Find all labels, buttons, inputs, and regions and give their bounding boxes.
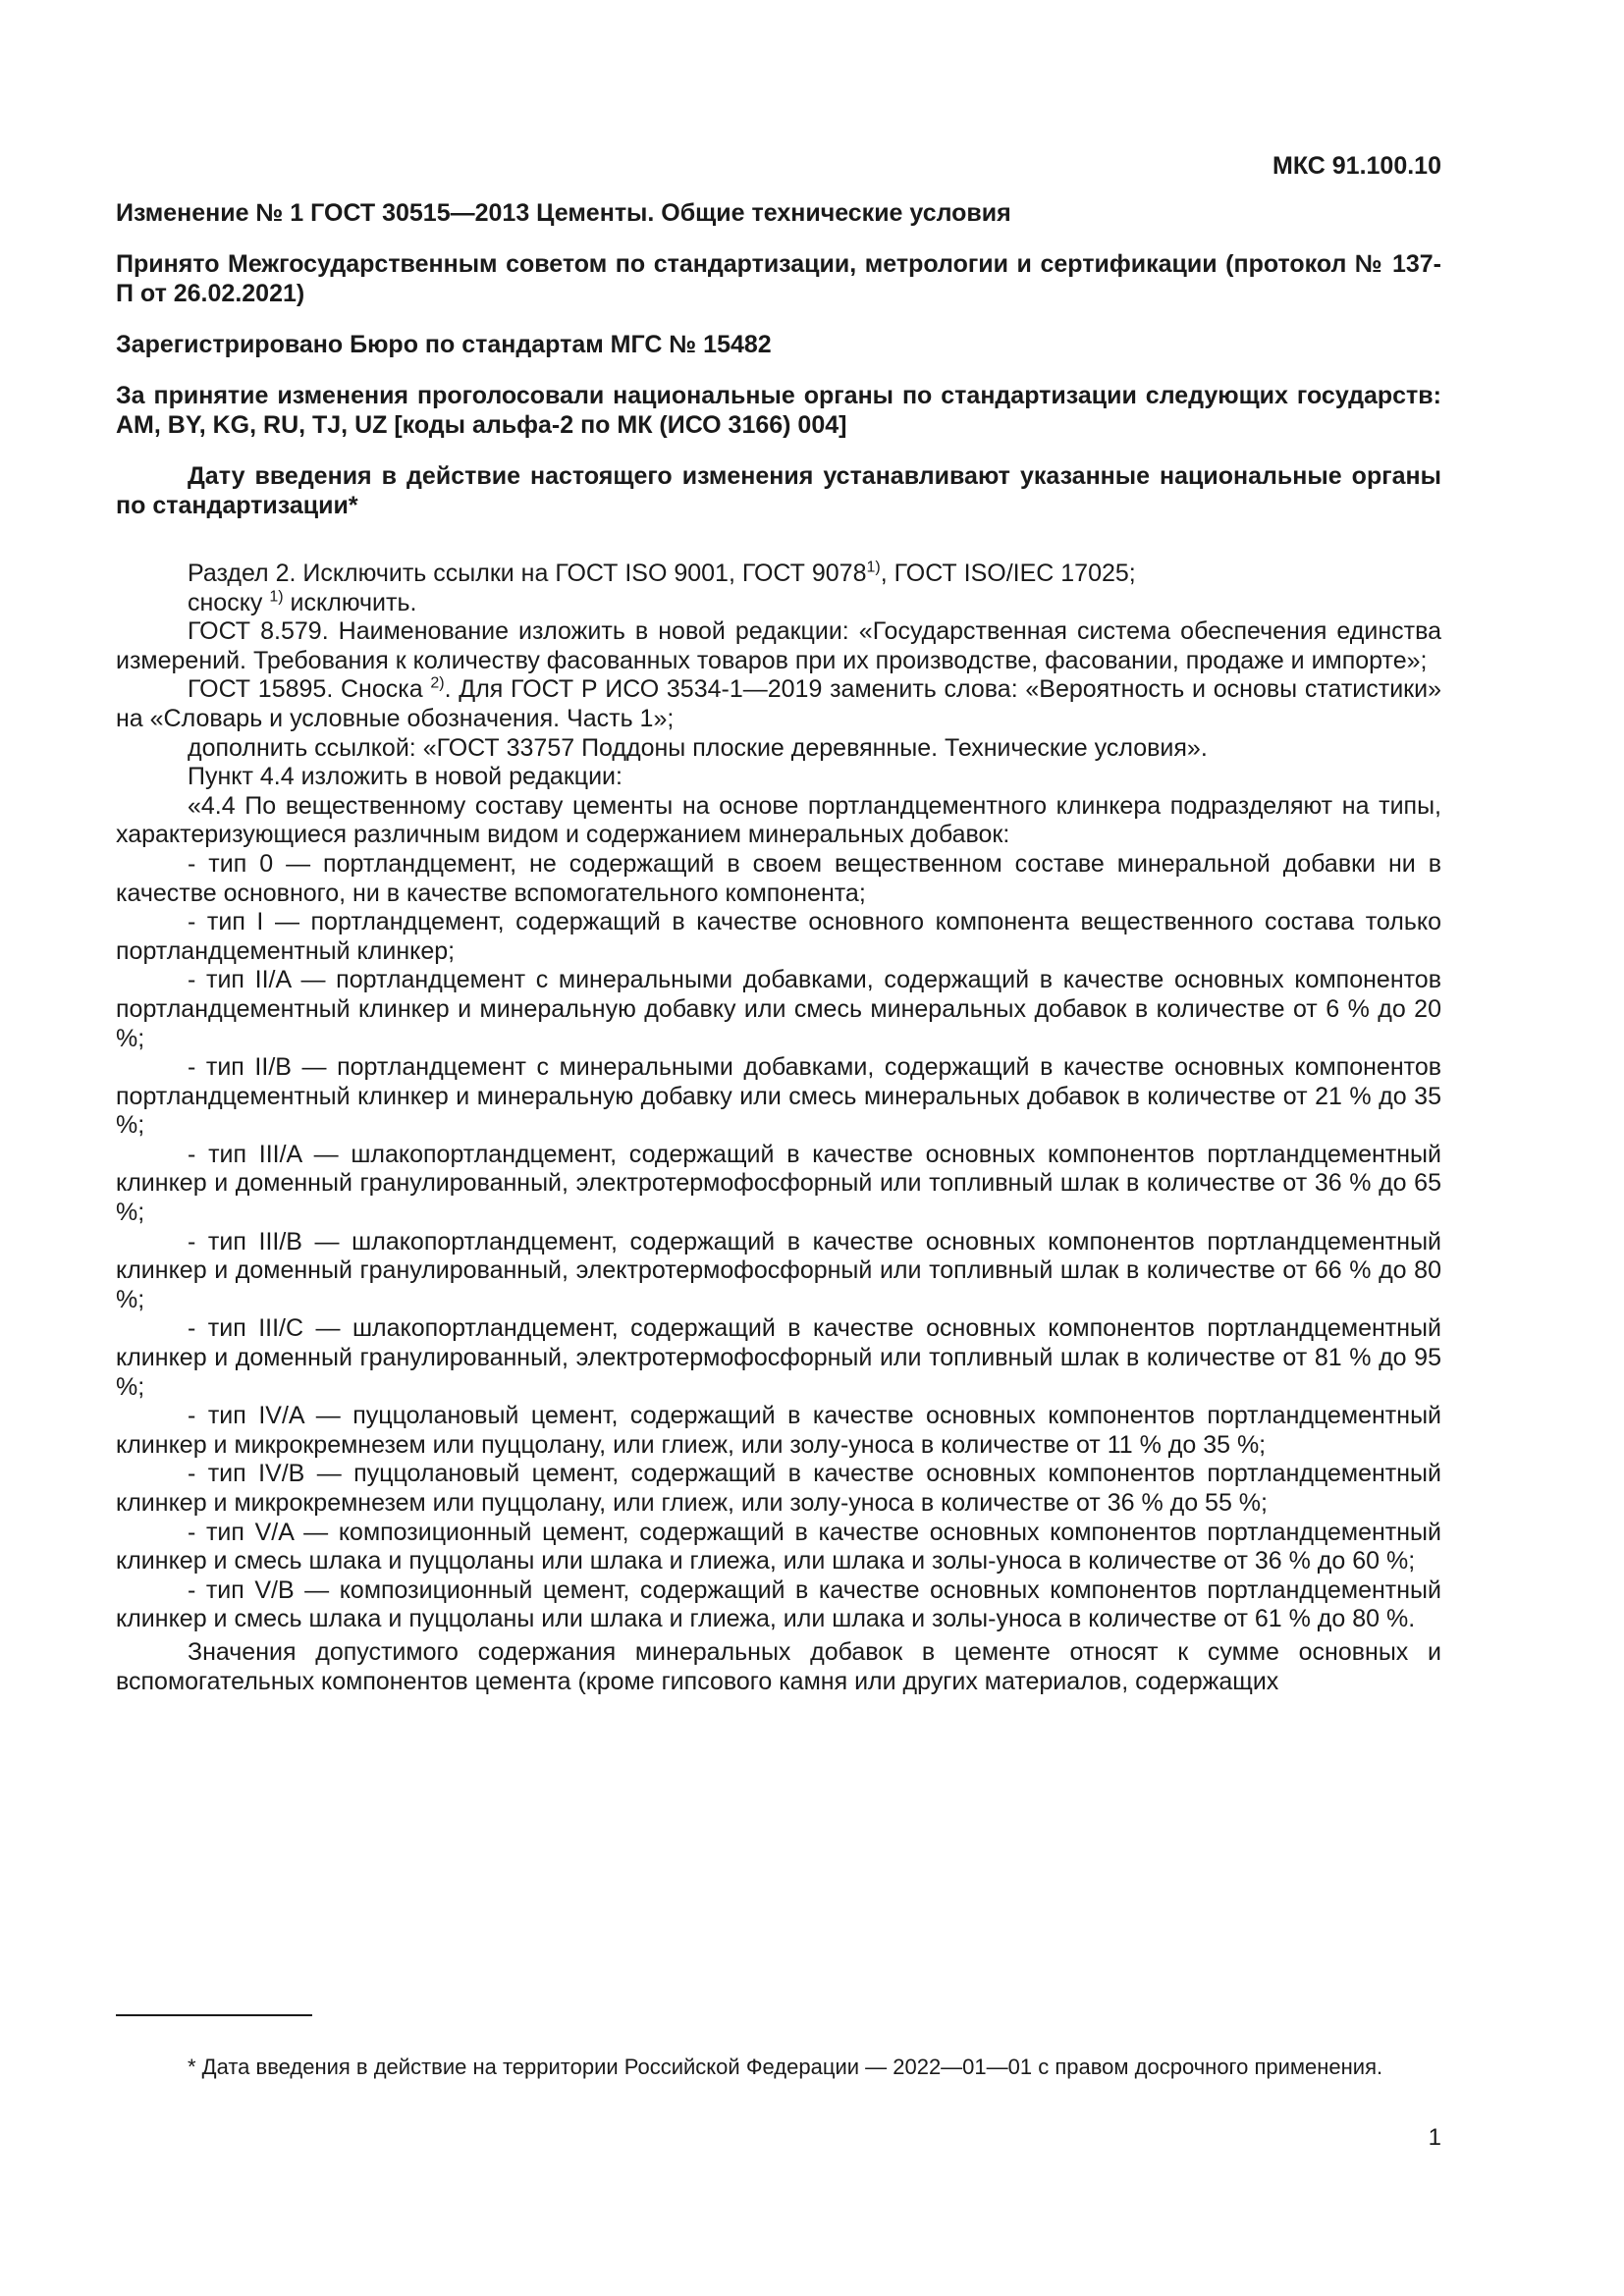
footnote-removal-paragraph [116,589,1441,618]
gost-15895-tail: . Для ГОСТ Р ИСО 3534-1—2019 заменить слова: «Вероятность и основы статистики» на «Словарь и условные обозначения. Часть 1»; [116,675,1441,732]
footnote-divider [116,2014,312,2016]
clause-4-4-paragraph: «4.4 По вещественному составу цементы на основе портландцементного клинкера подразделяют на типы, характеризующиеся различным видом и содержанием минеральных добавок: [116,791,1441,849]
add-reference-paragraph: дополнить ссылкой: «ГОСТ 33757 Поддоны плоские деревянные. Технические условия». [188,733,1208,762]
registration-info: Зарегистрировано Бюро по стандартам МГС № 15482 [116,331,772,358]
footnote-ref: 1) [866,559,881,576]
type-list-item: - тип IV/A — пуццолановый цемент, содержащий в качестве основных компонентов портландцементный клинкер и микрокремнезем или пуццолану, или глиеж, или золу-уноса в количестве от 11 % до 35 %; [116,1402,1441,1459]
effective-date: Дату введения в действие настоящего изменения устанавливают указанные национальные органы по стандартизации* [116,462,1441,519]
section2-text: Раздел 2. Исключить ссылки на ГОСТ ISO 9001, ГОСТ 9078 [188,560,867,587]
type-list-item: - тип IV/B — пуццолановый цемент, содержащий в качестве основных компонентов портландцементный клинкер и микрокремнезем или пуццолану, или глиеж, или золу-уноса в количестве от 36 % до 55 %; [116,1460,1441,1517]
type-list-item: - тип III/A — шлакопортландцемент, содержащий в качестве основных компонентов портландцементный клинкер и доменный гранулированный, электротермофосфорный или топливный шлак в количестве от 36 % до 65 %; [116,1140,1441,1227]
footnote-removal-text: сноску [188,588,270,616]
closing-paragraph: Значения допустимого содержания минеральных добавок в цементе относят к сумме основных и вспомогательных компонентов цемента (кроме гипсового камня или других материалов, содержащих [116,1637,1441,1695]
type-list-item: - тип II/A — портландцемент с минеральными добавками, содержащий в качестве основных компонентов портландцементный клинкер и минеральную добавку или смесь минеральных добавок в количестве от 6 % до 20 %; [116,966,1441,1052]
section2-text-tail: , ГОСТ ISO/IEC 17025; [880,560,1136,587]
voting-states: За принятие изменения проголосовали национальные органы по стандартизации следующих государств: AM, BY, KG, RU, TJ, UZ [коды альфа-2 по МК (ИСО 3166) 004] [116,382,1441,439]
type-list-item: - тип 0 — портландцемент, не содержащий в своем вещественном составе минеральной добавки ни в качестве основного, ни в качестве вспомогательного компонента; [116,849,1441,907]
gost-8579-paragraph: ГОСТ 8.579. Наименование изложить в новой редакции: «Государственная система обеспечения единства измерений. Требования к количеству фасованных товаров при их производстве, фасовании, продаже и импорте»; [116,617,1441,674]
document-page [116,0,1441,2296]
footnote-ref: 1) [269,588,284,606]
adopted-by: Принято Межгосударственным советом по стандартизации, метрологии и сертификации (протокол № 137-П от 26.02.2021) [116,250,1441,307]
type-list-item: - тип III/B — шлакопортландцемент, содержащий в качестве основных компонентов портландцементный клинкер и доменный гранулированный, электротермофосфорный или топливный шлак в количестве от 66 % до 80 %; [116,1227,1441,1313]
clause-intro-paragraph: Пункт 4.4 изложить в новой редакции: [188,763,623,791]
amendment-title: Изменение № 1 ГОСТ 30515—2013 Цементы. Общие технические условия [116,199,1011,227]
gost-15895-text: ГОСТ 15895. Сноска [188,675,431,704]
gost-15895-paragraph [116,675,1441,733]
footnote-ref: 2) [430,675,445,693]
type-list-item: - тип V/B — композиционный цемент, содержащий в качестве основных компонентов портландцементный клинкер и смесь шлака и пуццоланы или шлака и глиежа, или шлака и золы-уноса в количестве от 61 % до 80 %. [116,1575,1441,1633]
amendment-header [116,198,1441,542]
footnote: * Дата введения в действие на территории Российской Федерации — 2022—01—01 с правом досрочного применения. [188,2055,1383,2079]
type-list-item: - тип III/C — шлакопортландцемент, содержащий в качестве основных компонентов портландцементный клинкер и доменный гранулированный, электротермофосфорный или топливный шлак в количестве от 81 % до 95 %; [116,1314,1441,1401]
footnote-removal-tail: исключить. [283,588,417,616]
amendment-body [116,560,1441,1696]
page-number: 1 [1428,2124,1441,2151]
type-list-item: - тип V/A — композиционный цемент, содержащий в качестве основных компонентов портландцементный клинкер и смесь шлака и пуццоланы или шлака и глиежа, или шлака и золы-уноса в количестве от 36 % до 60 %; [116,1518,1441,1575]
type-list-item: - тип II/B — портландцемент с минеральными добавками, содержащий в качестве основных компонентов портландцементный клинкер и минеральную добавку или смесь минеральных добавок в количестве от 21 % до 35 %; [116,1053,1441,1140]
section2-paragraph [116,560,1441,589]
classification-code: МКС 91.100.10 [1272,152,1441,180]
type-list-item: - тип I — портландцемент, содержащий в качестве основного компонента вещественного состава только портландцементный клинкер; [116,908,1441,965]
